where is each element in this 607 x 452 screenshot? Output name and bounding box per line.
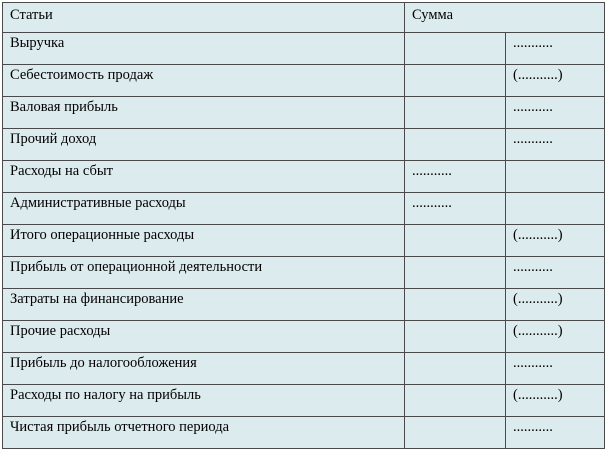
row-value-col3: ........... xyxy=(506,129,605,161)
table-row xyxy=(3,193,605,225)
header-amount: Сумма xyxy=(405,3,605,33)
table-row xyxy=(3,417,605,449)
row-label: Прибыль от операционной деятельности xyxy=(3,257,405,289)
row-value-col2 xyxy=(405,65,506,97)
row-label: Затраты на финансирование xyxy=(3,289,405,321)
row-label: Чистая прибыль отчетного периода xyxy=(3,417,405,449)
table-row xyxy=(3,161,605,193)
table-row xyxy=(3,353,605,385)
row-label: Валовая прибыль xyxy=(3,97,405,129)
row-label: Расходы на сбыт xyxy=(3,161,405,193)
row-value-col2 xyxy=(405,33,506,65)
row-value-col2 xyxy=(405,289,506,321)
row-value-col2 xyxy=(405,417,506,449)
row-value-col2 xyxy=(405,321,506,353)
row-label: Административные расходы xyxy=(3,193,405,225)
table-row xyxy=(3,289,605,321)
table-row xyxy=(3,97,605,129)
row-value-col3: ........... xyxy=(506,97,605,129)
row-value-col2: ........... xyxy=(405,193,506,225)
row-value-col3: (...........) xyxy=(506,65,605,97)
row-label: Выручка xyxy=(3,33,405,65)
row-value-col2: ........... xyxy=(405,161,506,193)
table-row xyxy=(3,225,605,257)
row-value-col3: (...........) xyxy=(506,225,605,257)
table-row xyxy=(3,33,605,65)
row-value-col3: ........... xyxy=(506,417,605,449)
row-value-col3: (...........) xyxy=(506,321,605,353)
row-value-col3: ........... xyxy=(506,257,605,289)
table-row xyxy=(3,129,605,161)
table-body xyxy=(3,3,605,449)
row-value-col3: (...........) xyxy=(506,385,605,417)
row-value-col2 xyxy=(405,225,506,257)
row-value-col3 xyxy=(506,193,605,225)
row-value-col2 xyxy=(405,385,506,417)
row-value-col3: (...........) xyxy=(506,289,605,321)
row-label: Прочий доход xyxy=(3,129,405,161)
row-value-col3: ........... xyxy=(506,353,605,385)
row-value-col2 xyxy=(405,129,506,161)
row-value-col2 xyxy=(405,97,506,129)
table-row xyxy=(3,321,605,353)
header-items: Статьи xyxy=(3,3,405,33)
table-row xyxy=(3,257,605,289)
row-label: Прибыль до налогообложения xyxy=(3,353,405,385)
row-value-col2 xyxy=(405,353,506,385)
row-value-col3 xyxy=(506,161,605,193)
income-statement-table xyxy=(2,2,605,449)
row-value-col3: ........... xyxy=(506,33,605,65)
header-row xyxy=(3,3,605,33)
row-label: Прочие расходы xyxy=(3,321,405,353)
table-row xyxy=(3,65,605,97)
table-row xyxy=(3,385,605,417)
row-label: Расходы по налогу на прибыль xyxy=(3,385,405,417)
row-value-col2 xyxy=(405,257,506,289)
row-label: Итого операционные расходы xyxy=(3,225,405,257)
row-label: Себестоимость продаж xyxy=(3,65,405,97)
